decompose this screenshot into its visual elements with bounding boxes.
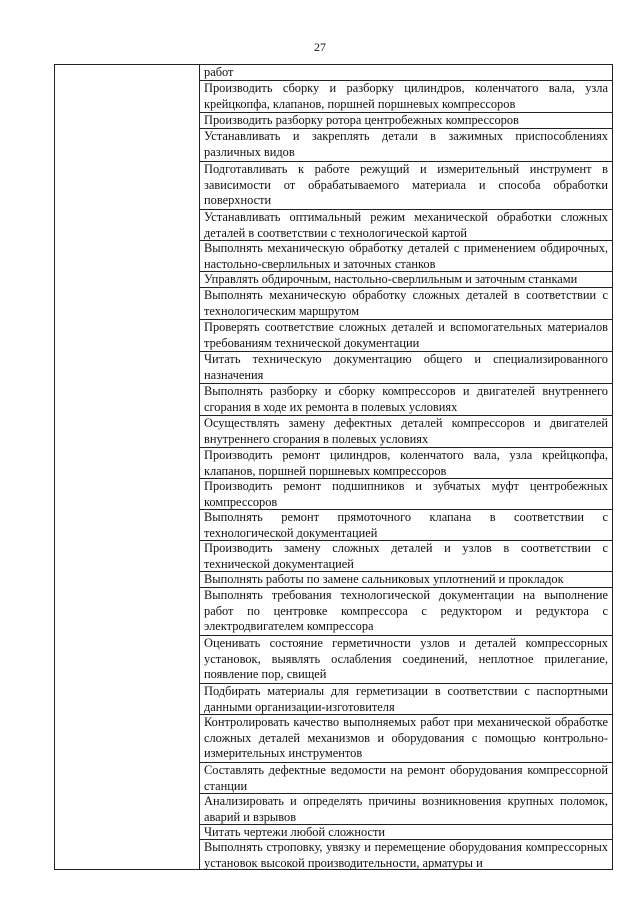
list-item: Контролировать качество выполняемых работ при механической обработке сложных деталей механизмов и оборудования с помощью контрольно-измерительных инструментов bbox=[200, 715, 612, 763]
list-item: работ bbox=[200, 65, 612, 81]
list-item: Читать чертежи любой сложности bbox=[200, 825, 612, 840]
empty-left-cell bbox=[55, 65, 200, 870]
list-item: Производить ремонт подшипников и зубчатых муфт центробежных компрессоров bbox=[200, 479, 612, 510]
list-item: Анализировать и определять причины возникновения крупных поломок, аварий и взрывов bbox=[200, 794, 612, 825]
list-item: Выполнять разборку и сборку компрессоров и двигателей внутреннего сгорания в ходе их ремонта в полевых условиях bbox=[200, 384, 612, 416]
list-item: Производить сборку и разборку цилиндров, коленчатого вала, узла крейцкопфа, клапанов, поршней поршневых компрессоров bbox=[200, 81, 612, 113]
list-item: Производить ремонт цилиндров, коленчатого вала, узла крейцкопфа, клапанов, поршней поршневых компрессоров bbox=[200, 448, 612, 479]
list-item: Выполнять работы по замене сальниковых уплотнений и прокладок bbox=[200, 572, 612, 588]
skills-table bbox=[54, 64, 613, 870]
skills-cell bbox=[200, 65, 613, 870]
list-item: Подготавливать к работе режущий и измерительный инструмент в зависимости от обрабатываемого материала и способа обработки поверхности bbox=[200, 162, 612, 210]
list-item: Производить замену сложных деталей и узлов в соответствии с технической документацией bbox=[200, 541, 612, 572]
table-row bbox=[55, 65, 613, 870]
page-number: 27 bbox=[314, 40, 326, 54]
list-item: Управлять обдирочным, настольно-сверлильным и заточным станками bbox=[200, 272, 612, 288]
list-item: Осуществлять замену дефектных деталей компрессоров и двигателей внутреннего сгорания в полевых условиях bbox=[200, 416, 612, 448]
list-item: Выполнять строповку, увязку и перемещение оборудования компрессорных установок высокой производительности, арматуры и bbox=[204, 840, 608, 870]
list-item: Читать техническую документацию общего и специализированного назначения bbox=[200, 352, 612, 384]
list-item: Выполнять требования технологической документации на выполнение работ по центровке компрессора с редуктором и редуктора с электродвигателем компрессора bbox=[200, 588, 612, 636]
list-item: Устанавливать оптимальный режим механической обработки сложных деталей в соответствии с технологической картой bbox=[200, 210, 612, 241]
list-item: Проверять соответствие сложных деталей и вспомогательных материалов требованиям технической документации bbox=[200, 320, 612, 352]
list-item: Выполнять механическую обработку деталей с применением обдирочных, настольно-сверлильных и заточных станков bbox=[200, 241, 612, 272]
list-item: Подбирать материалы для герметизации в соответствии с паспортными данными организации-изготовителя bbox=[200, 684, 612, 715]
list-item: Устанавливать и закреплять детали в зажимных приспособлениях различных видов bbox=[200, 129, 612, 162]
list-item: Выполнять механическую обработку сложных деталей в соответствии с технологическим маршрутом bbox=[200, 288, 612, 320]
list-item: Оценивать состояние герметичности узлов и деталей компрессорных установок, выявлять ослабления соединений, неплотное прилегание, появление пор, свищей bbox=[200, 636, 612, 684]
list-item: Выполнять ремонт прямоточного клапана в соответствии с технологической документацией bbox=[200, 510, 612, 541]
list-item: Производить разборку ротора центробежных компрессоров bbox=[200, 113, 612, 129]
list-item: Составлять дефектные ведомости на ремонт оборудования компрессорной станции bbox=[200, 763, 612, 794]
